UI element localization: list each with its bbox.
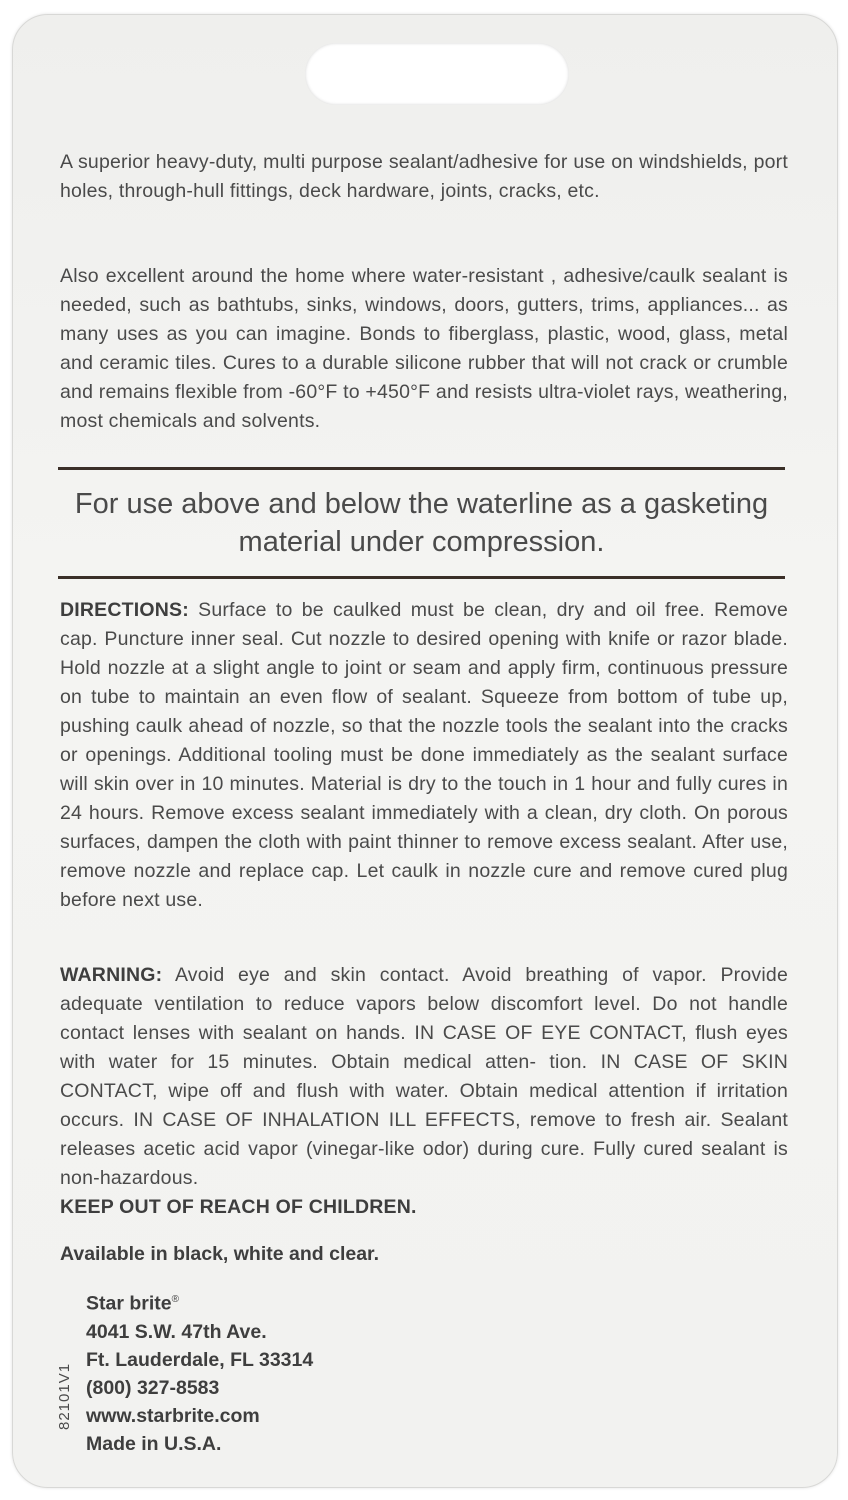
made-in: Made in U.S.A. — [86, 1432, 222, 1455]
phone-number: (800) 327-8583 — [86, 1376, 220, 1399]
warning-text: Avoid eye and skin contact. Avoid breathing of vapor. Provide adequate ventilation to reduce vapors below discomfort level. Do not handle contact lenses with sealant on hands. IN CASE OF EYE CONTACT, flush eyes with water for 15 minutes. Obtain medical atten- tion. IN CASE OF SKIN CONTACT, wipe off and flush with water. Obtain medical attention if irritation occurs. IN CASE OF INHALATION ILL EFFECTS, remove to fresh air. Sealant releases acetic acid vapor (vinegar-like odor) during cure. Fully cured sealant is non-hazardous. — [60, 964, 788, 1189]
directions-paragraph — [60, 596, 788, 915]
availability-note: Available in black, white and clear. — [60, 1243, 379, 1265]
brand-name-text: Star brite — [86, 1292, 172, 1315]
intro-paragraph: A superior heavy-duty, multi purpose sealant/adhesive for use on windshields, port holes, through-hull fittings, deck hardware, joints, cracks, etc. — [60, 151, 788, 202]
divider-top — [58, 467, 785, 470]
warning-label: WARNING: — [60, 964, 163, 986]
hang-hole — [305, 43, 569, 105]
warning-paragraph — [60, 961, 788, 1222]
brand-name — [86, 1286, 313, 1318]
waterline-statement: For use above and below the waterline as a gasketing material under compression. — [74, 488, 769, 558]
home-uses-paragraph: Also excellent around the home where water-resistant , adhesive/caulk sealant is needed, such as bathtubs, sinks, windows, doors, gutters, trims, appliances... as many uses as you can imagine. Bonds to fiberglass, plastic, wood, glass, metal and ceramic tiles. Cures to a durable silicone rubber that will not crack or crumble and remains flexible from -60°F to +450°F and resists ultra-violet rays, weathering, most chemicals and solvents. — [60, 265, 788, 432]
divider-bottom — [58, 576, 785, 579]
manufacturer-address — [86, 1286, 313, 1458]
website: www.starbrite.com — [86, 1404, 260, 1427]
city-state-zip: Ft. Lauderdale, FL 33314 — [86, 1348, 314, 1371]
keep-out-notice: KEEP OUT OF REACH OF CHILDREN. — [60, 1196, 417, 1218]
product-code: 82101V1 — [56, 1362, 73, 1430]
registered-mark: ® — [171, 1294, 179, 1305]
directions-label: DIRECTIONS: — [60, 599, 189, 621]
street-address: 4041 S.W. 47th Ave. — [86, 1320, 267, 1343]
directions-text: Surface to be caulked must be clean, dry and oil free. Remove cap. Puncture inner seal. Cut nozzle to desired opening with knife or razor blade. Hold nozzle at a slight angle to joint or seam and apply firm, continuous pressure on tube to maintain an even flow of sealant. Squeeze from bottom of tube up, pushing caulk ahead of nozzle, so that the nozzle tools the sealant into the cracks or openings. Additional tooling must be done immediately as the sealant surface will skin over in 10 minutes. Material is dry to the touch in 1 hour and fully cures in 24 hours. Remove excess sealant immediately with a clean, dry cloth. On porous surfaces, dampen the cloth with paint thinner to remove excess sealant. After use, remove nozzle and replace cap. Let caulk in nozzle cure and remove cured plug before next use. — [60, 599, 788, 911]
